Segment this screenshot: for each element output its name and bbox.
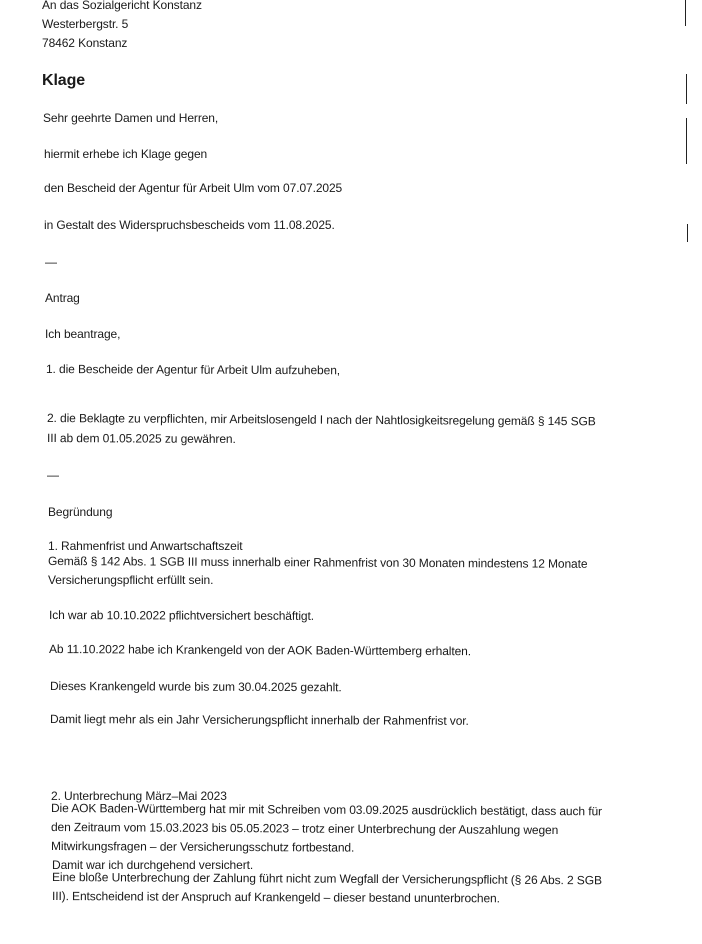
section-1-paragraph-4: Damit liegt mehr als ein Jahr Versicherungspflicht innerhalb der Rahmenfrist vor.: [49, 712, 469, 728]
scan-artifact-mark: [685, 0, 686, 26]
section-2-line-3: Mitwirkungsfragen – der Versicherungsschutz fortbestand.: [50, 839, 355, 855]
scan-artifact-mark: [687, 224, 688, 242]
document-title: Klage: [42, 72, 86, 89]
section-2-line-1: Die AOK Baden-Württemberg hat mir mit Schreiben vom 03.09.2025 ausdrücklich bestätigt, dass auch für: [50, 801, 602, 819]
section-2-line-6: III). Entscheidend ist der Anspruch auf Krankengeld – dieser bestand ununterbrochen.: [51, 889, 500, 906]
address-line-city: 78462 Konstanz: [42, 36, 128, 50]
intro-sentence-1: hiermit erhebe ich Klage gegen: [44, 147, 208, 161]
section-1-text-line-1: Gemäß § 142 Abs. 1 SGB III muss innerhalb einer Rahmenfrist von 30 Monaten mindestens 12 Monate: [47, 554, 588, 571]
begruendung-heading: Begründung: [48, 505, 113, 519]
separator-1: —: [45, 255, 57, 269]
section-1-text-line-2: Versicherungspflicht erfüllt sein.: [48, 573, 214, 587]
section-1-title: 1. Rahmenfrist und Anwartschaftszeit: [48, 539, 243, 553]
intro-sentence-2: den Bescheid der Agentur für Arbeit Ulm vom 07.07.2025: [44, 181, 343, 195]
section-2-title: 2. Unterbrechung März–Mai 2023: [51, 789, 227, 803]
section-1-paragraph-2: Ab 11.10.2022 habe ich Krankengeld von der AOK Baden-Württemberg erhalten.: [48, 642, 472, 659]
antrag-item-1: 1. die Bescheide der Agentur für Arbeit Ulm aufzuheben,: [45, 362, 341, 378]
section-2-line-4: Damit war ich durchgehend versichert.: [52, 858, 254, 872]
address-line-court: An das Sozialgericht Konstanz: [42, 0, 202, 12]
antrag-item-2-line-1: 2. die Beklagte zu verpflichten, mir Arbeitslosengeld I nach der Nahtlosigkeitsregelung gemäß § 145 SGB: [46, 411, 596, 429]
section-1-paragraph-1: Ich war ab 10.10.2022 pflichtversichert beschäftigt.: [48, 608, 314, 623]
salutation: Sehr geehrte Damen und Herren,: [43, 111, 219, 125]
antrag-heading: Antrag: [45, 291, 80, 305]
separator-2: —: [47, 468, 59, 482]
section-2-line-5: Eine bloße Unterbrechung der Zahlung führt nicht zum Wegfall der Versicherungspflicht (§ 26 Abs. 2 SGB: [51, 870, 602, 888]
section-2-line-2: den Zeitraum vom 15.03.2023 bis 05.05.2023 – trotz einer Unterbrechung der Auszahlung wegen: [50, 820, 559, 838]
intro-sentence-3: in Gestalt des Widerspruchsbescheids vom 11.08.2025.: [44, 218, 335, 232]
scan-artifact-mark: [686, 74, 687, 104]
scan-artifact-mark: [686, 118, 687, 164]
antrag-lead: Ich beantrage,: [45, 327, 121, 341]
antrag-item-2-line-2: III ab dem 01.05.2025 zu gewähren.: [46, 431, 236, 446]
section-1-paragraph-3: Dieses Krankengeld wurde bis zum 30.04.2025 gezahlt.: [49, 679, 342, 695]
address-line-street: Westerbergstr. 5: [42, 17, 129, 31]
